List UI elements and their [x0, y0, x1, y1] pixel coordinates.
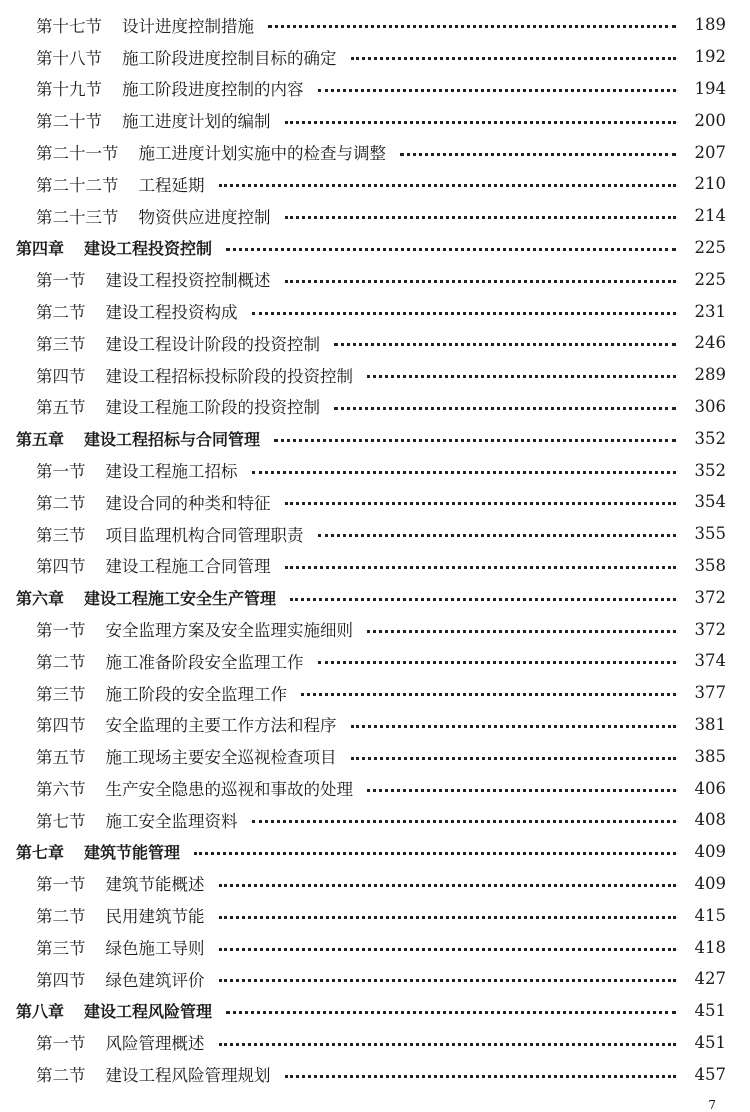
entry-number: 第一节 — [36, 462, 86, 482]
entry-title: 施工阶段进度控制的内容 — [122, 80, 304, 100]
dot-leader — [219, 979, 677, 982]
dot-leader — [285, 216, 677, 219]
entry-number: 第二十一节 — [36, 144, 119, 164]
dot-leader — [219, 884, 677, 887]
entry-title: 绿色施工导则 — [105, 939, 205, 958]
dot-leader — [351, 757, 677, 760]
entry-title: 施工安全监理资料 — [105, 811, 238, 831]
toc-section-entry[interactable] — [0, 740, 750, 772]
dot-leader — [285, 121, 677, 124]
toc-section-entry[interactable] — [0, 550, 750, 582]
entry-title: 施工阶段的安全监理工作 — [105, 684, 287, 704]
entry-title: 建设工程施工招标 — [105, 462, 238, 482]
entry-title: 施工现场主要安全巡视检查项目 — [105, 748, 337, 768]
toc-section-entry[interactable] — [0, 486, 750, 518]
entry-page-number: 355 — [694, 524, 726, 544]
entry-page-number: 385 — [694, 746, 726, 766]
toc-section-entry[interactable] — [0, 677, 750, 709]
entry-page-number: 374 — [694, 651, 726, 671]
entry-title: 建设工程投资控制 — [84, 238, 213, 258]
entry-page-number: 225 — [694, 269, 726, 289]
entry-number: 第一节 — [36, 621, 86, 641]
dot-leader — [219, 916, 677, 919]
toc-section-entry[interactable] — [0, 1058, 750, 1090]
toc-section-entry[interactable] — [0, 263, 750, 295]
dot-leader — [226, 1011, 676, 1014]
entry-page-number: 207 — [694, 142, 726, 162]
table-of-contents — [0, 9, 750, 1090]
toc-section-entry[interactable] — [0, 391, 750, 423]
entry-page-number: 194 — [694, 78, 726, 98]
entry-number: 第五节 — [36, 748, 86, 768]
entry-number: 第一节 — [36, 875, 86, 895]
dot-leader — [252, 312, 677, 315]
entry-number: 第七节 — [36, 811, 86, 831]
dot-leader — [318, 89, 677, 92]
entry-title: 建设工程设计阶段的投资控制 — [105, 334, 320, 354]
entry-title: 安全监理方案及安全监理实施细则 — [105, 621, 353, 641]
toc-section-entry[interactable] — [0, 168, 750, 200]
dot-leader — [367, 789, 676, 792]
entry-number: 第八章 — [16, 1002, 65, 1022]
entry-number: 第四节 — [36, 970, 86, 990]
toc-section-entry[interactable] — [0, 709, 750, 741]
dot-leader — [226, 248, 676, 251]
toc-section-entry[interactable] — [0, 104, 750, 136]
dot-leader — [219, 1043, 677, 1046]
entry-page-number: 352 — [694, 428, 726, 448]
entry-number: 第二十二节 — [36, 175, 119, 195]
entry-title: 建筑节能概述 — [105, 875, 205, 895]
entry-title: 绿色建筑评价 — [105, 970, 205, 990]
entry-number: 第三节 — [36, 525, 86, 545]
entry-page-number: 381 — [694, 714, 726, 734]
entry-page-number: 289 — [694, 365, 726, 385]
entry-title: 施工进度计划的编制 — [122, 112, 271, 132]
dot-leader — [194, 852, 676, 855]
toc-section-entry[interactable] — [0, 645, 750, 677]
entry-title: 安全监理的主要工作方法和程序 — [105, 716, 337, 736]
dot-leader — [274, 439, 676, 442]
entry-number: 第二节 — [36, 907, 86, 927]
entry-page-number: 409 — [694, 842, 726, 862]
toc-chapter-entry[interactable] — [0, 422, 750, 454]
entry-number: 第十九节 — [36, 80, 102, 100]
entry-number: 第三节 — [36, 334, 86, 354]
dot-leader — [252, 471, 677, 474]
entry-title: 建设工程施工合同管理 — [105, 557, 271, 577]
toc-section-entry[interactable] — [0, 359, 750, 391]
toc-section-entry[interactable] — [0, 899, 750, 931]
entry-number: 第四节 — [36, 716, 86, 736]
entry-number: 第二十三节 — [36, 207, 119, 227]
dot-leader — [301, 693, 676, 696]
dot-leader — [351, 725, 677, 728]
entry-number: 第一节 — [36, 271, 86, 291]
toc-section-entry[interactable] — [0, 41, 750, 73]
dot-leader — [285, 1075, 677, 1078]
toc-section-entry[interactable] — [0, 963, 750, 995]
toc-section-entry[interactable] — [0, 200, 750, 232]
entry-page-number: 415 — [694, 905, 726, 925]
entry-page-number: 214 — [694, 206, 726, 226]
entry-number: 第一节 — [36, 1034, 86, 1054]
dot-leader — [400, 153, 676, 156]
toc-section-entry[interactable] — [0, 136, 750, 168]
entry-number: 第二节 — [36, 652, 86, 672]
entry-title: 建设合同的种类和特征 — [105, 493, 271, 513]
entry-page-number: 451 — [694, 1032, 726, 1052]
entry-page-number: 408 — [694, 810, 726, 830]
entry-page-number: 210 — [694, 174, 726, 194]
entry-page-number: 189 — [694, 15, 726, 35]
entry-page-number: 418 — [694, 937, 726, 957]
toc-chapter-entry[interactable] — [0, 581, 750, 613]
entry-title: 生产安全隐患的巡视和事故的处理 — [105, 780, 353, 800]
entry-title: 建筑节能管理 — [84, 843, 181, 863]
toc-section-entry[interactable] — [0, 518, 750, 550]
entry-title: 设计进度控制措施 — [122, 16, 254, 36]
dot-leader — [351, 57, 677, 60]
dot-leader — [318, 534, 677, 537]
entry-number: 第三节 — [36, 684, 86, 704]
entry-number: 第二节 — [36, 303, 86, 323]
toc-section-entry[interactable] — [0, 804, 750, 836]
toc-chapter-entry[interactable] — [0, 232, 750, 264]
page-number: 7 — [708, 1098, 716, 1112]
entry-page-number: 406 — [694, 778, 726, 798]
entry-page-number: 457 — [694, 1064, 726, 1084]
entry-number: 第十八节 — [36, 48, 102, 68]
entry-title: 建设工程投资构成 — [105, 303, 238, 323]
entry-number: 第四章 — [16, 238, 65, 258]
entry-page-number: 231 — [694, 301, 726, 321]
entry-number: 第三节 — [36, 939, 86, 958]
dot-leader — [334, 407, 676, 410]
entry-number: 第四节 — [36, 557, 86, 577]
entry-page-number: 306 — [694, 396, 726, 416]
toc-section-entry[interactable] — [0, 295, 750, 327]
toc-section-entry[interactable] — [0, 454, 750, 486]
entry-title: 建设工程施工安全生产管理 — [84, 588, 277, 608]
entry-number: 第六章 — [16, 588, 65, 608]
dot-leader — [367, 375, 676, 378]
dot-leader — [285, 502, 677, 505]
entry-title: 施工准备阶段安全监理工作 — [105, 652, 304, 672]
entry-number: 第六节 — [36, 780, 86, 800]
entry-title: 工程延期 — [138, 175, 205, 195]
entry-title: 施工阶段进度控制目标的确定 — [122, 48, 337, 68]
entry-number: 第十七节 — [36, 16, 102, 36]
toc-chapter-entry[interactable] — [0, 836, 750, 868]
entry-page-number: 358 — [694, 555, 726, 575]
entry-title: 民用建筑节能 — [105, 907, 205, 927]
entry-title: 建设工程招标投标阶段的投资控制 — [105, 366, 353, 386]
toc-section-entry[interactable] — [0, 772, 750, 804]
entry-number: 第五节 — [36, 398, 86, 418]
entry-title: 建设工程风险管理 — [84, 1002, 213, 1022]
toc-section-entry[interactable] — [0, 327, 750, 359]
toc-section-entry[interactable] — [0, 1027, 750, 1059]
entry-page-number: 427 — [694, 969, 726, 989]
entry-title: 项目监理机构合同管理职责 — [105, 525, 304, 545]
entry-title: 建设工程风险管理规划 — [105, 1066, 271, 1086]
toc-section-entry[interactable] — [0, 73, 750, 105]
entry-title: 物资供应进度控制 — [138, 207, 271, 227]
entry-page-number: 372 — [694, 619, 726, 639]
dot-leader — [285, 280, 677, 283]
toc-chapter-entry[interactable] — [0, 995, 750, 1027]
entry-number: 第七章 — [16, 843, 65, 863]
dot-leader — [285, 566, 677, 569]
dot-leader — [290, 598, 676, 601]
entry-title: 风险管理概述 — [105, 1034, 205, 1054]
entry-page-number: 225 — [694, 237, 726, 257]
entry-page-number: 200 — [694, 110, 726, 130]
entry-title: 建设工程施工阶段的投资控制 — [105, 398, 320, 418]
entry-page-number: 377 — [694, 683, 726, 703]
dot-leader — [268, 25, 676, 28]
entry-number: 第五章 — [16, 429, 65, 449]
entry-page-number: 246 — [694, 333, 726, 353]
entry-page-number: 451 — [694, 1001, 726, 1021]
entry-page-number: 352 — [694, 460, 726, 480]
entry-number: 第二节 — [36, 1066, 86, 1086]
dot-leader — [318, 661, 677, 664]
entry-page-number: 372 — [694, 587, 726, 607]
toc-section-entry[interactable] — [0, 931, 750, 963]
entry-number: 第二十节 — [36, 112, 102, 132]
entry-page-number: 409 — [694, 873, 726, 893]
entry-page-number: 192 — [694, 47, 726, 67]
dot-leader — [252, 820, 677, 823]
entry-number: 第二节 — [36, 493, 86, 513]
dot-leader — [219, 948, 677, 951]
entry-number: 第四节 — [36, 366, 86, 386]
entry-title: 建设工程招标与合同管理 — [84, 429, 261, 449]
toc-section-entry[interactable] — [0, 868, 750, 900]
dot-leader — [367, 630, 676, 633]
dot-leader — [219, 184, 677, 187]
entry-title: 建设工程投资控制概述 — [105, 271, 271, 291]
toc-section-entry[interactable] — [0, 613, 750, 645]
dot-leader — [334, 343, 676, 346]
entry-page-number: 354 — [694, 492, 726, 512]
entry-title: 施工进度计划实施中的检查与调整 — [138, 144, 386, 164]
toc-section-entry[interactable] — [0, 9, 750, 41]
